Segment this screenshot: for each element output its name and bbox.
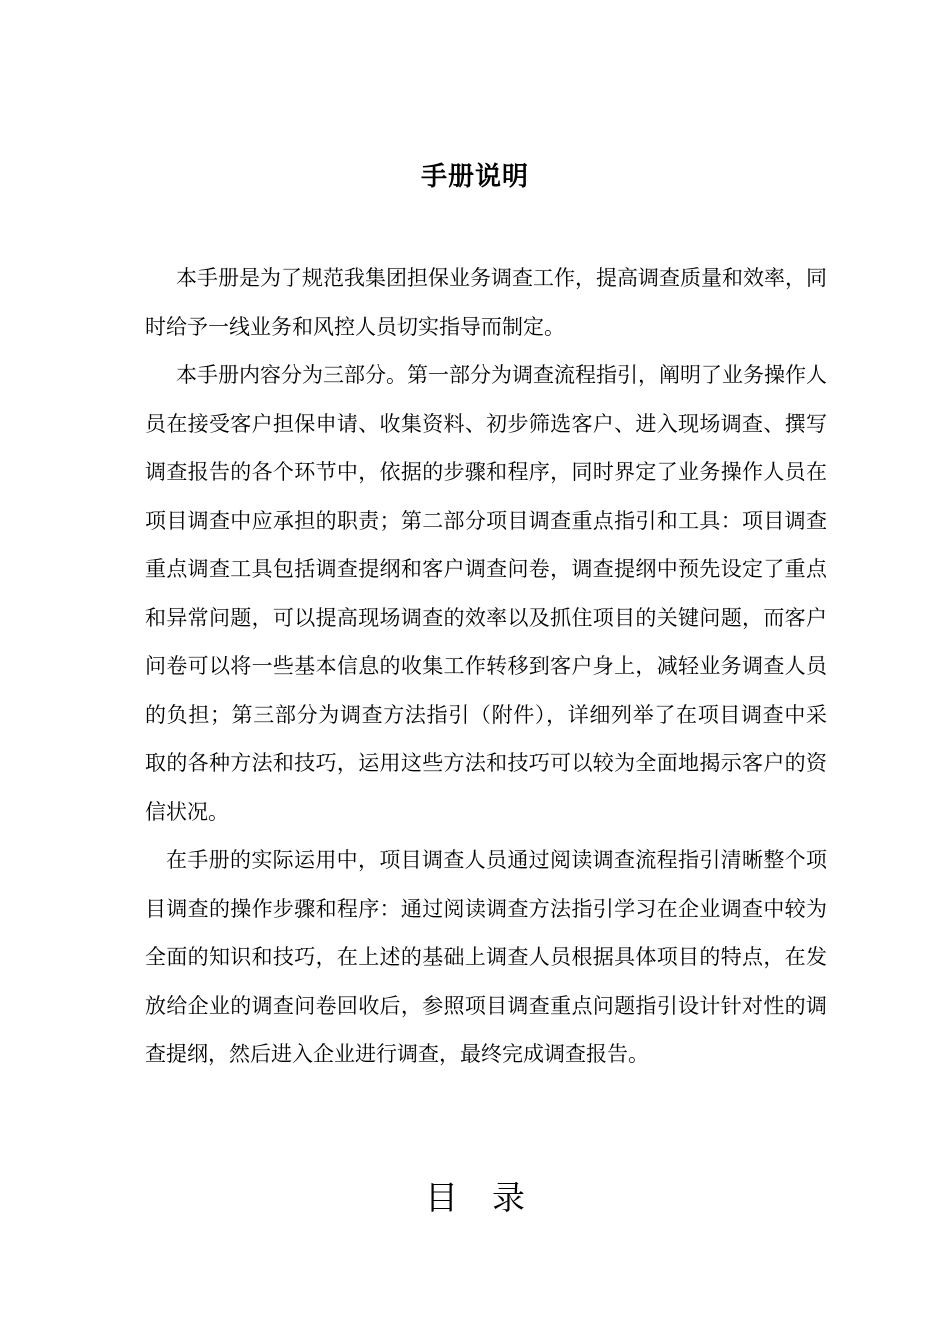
table-of-contents-title: 目录	[425, 1178, 559, 1217]
manual-description-title: 手册说明	[420, 162, 529, 192]
paragraph-structure: 本手册内容分为三部分。第一部分为调查流程指引，阐明了业务操作人员在接受客户担保申请、收集资料、初步筛选客户、进入现场调查、撰写调查报告的各个环节中，依据的步骤和程序，同时界定了业务操作人员在项目调查中应承担的职责；第二部分项目调查重点指引和工具：项目调查重点调查工具包括调查提纲和客户调查问卷，调查提纲中预先设定了重点和异常问题，可以提高现场调查的效率以及抓住项目的关键问题，而客户问卷可以将一些基本信息的收集工作转移到客户身上，减轻业务调查人员的负担；第三部分为调查方法指引（附件），详细列举了在项目调查中采取的各种方法和技巧，运用这些方法和技巧可以较为全面地揭示客户的资信状况。	[145, 363, 827, 824]
paragraph-usage: 在手册的实际运用中，项目调查人员通过阅读调查流程指引清晰整个项目调查的操作步骤和程序：通过阅读调查方法指引学习在企业调查中较为全面的知识和技巧，在上述的基础上调查人员根据具体项目的特点，在发放给企业的调查问卷回收后，参照项目调查重点问题指引设计针对性的调查提纲，然后进入企业进行调查，最终完成调查报告。	[145, 848, 827, 1066]
paragraph-purpose: 本手册是为了规范我集团担保业务调查工作，提高调查质量和效率，同时给予一线业务和风控人员切实指导而制定。	[145, 266, 827, 339]
manual-description-body	[145, 254, 827, 1079]
